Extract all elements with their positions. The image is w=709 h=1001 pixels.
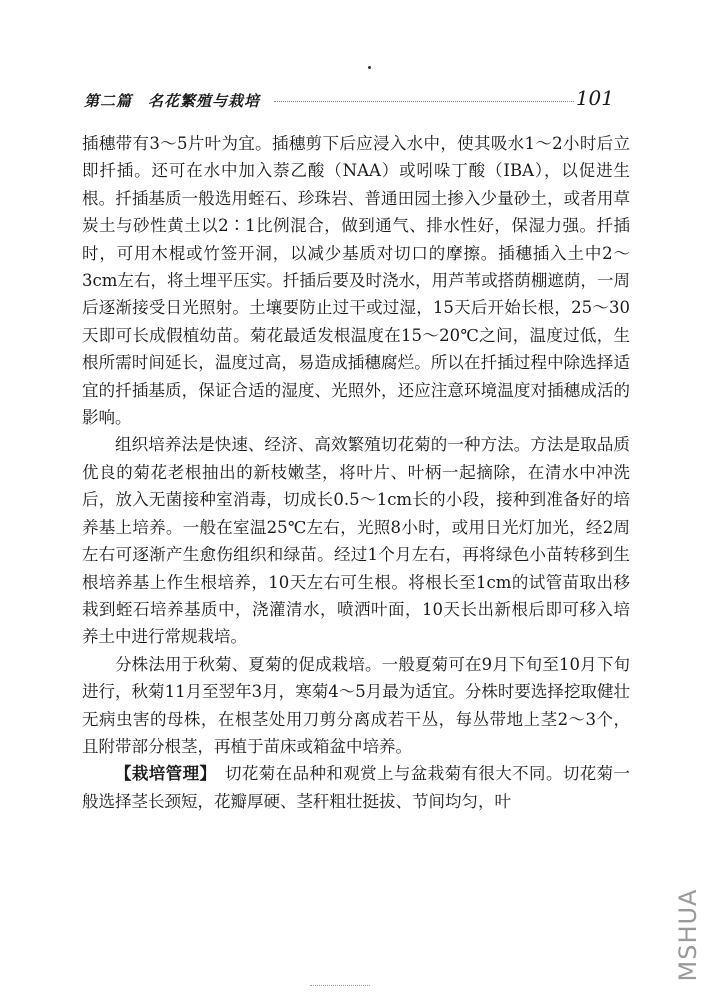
paragraph-cultivation (82, 760, 630, 815)
section-text: 切花菊在品种和观赏上与盆栽菊有很大不同。切花菊一般选择茎长颈短，花瓣厚硬、茎秆粗壮挺拔、节间均匀，叶 (82, 764, 631, 811)
speck-mark (368, 66, 371, 69)
bottom-rule (310, 985, 370, 986)
paragraph-tissue-culture: 组织培养法是快速、经济、高效繁殖切花菊的一种方法。方法是取品质优良的菊花老根抽出的新枝嫩茎，将叶片、叶柄一起摘除，在清水中冲洗后，放入无菌接种室消毒，切成长0.5～1cm长的小段，接种到准备好的培养基上培养。一般在室温25℃左右，光照8小时，或用日光灯加光，经2周左右可逐渐产生愈伤组织和绿苗。经过1个月左右，再将绿色小苗转移到生根培养基上作生根培养，10天左右可生根。将根长至1cm的试管苗取出移栽到蛭石培养基质中，浇灌清水，喷洒叶面，10天长出新根后即可移入培养土中进行常规栽培。 (82, 435, 630, 647)
paragraph-division: 分株法用于秋菊、夏菊的促成栽培。一般夏菊可在9月下旬至10月下旬进行，秋菊11月至翌年3月，寒菊4～5月最为适宜。分株时要选择挖取健壮无病虫害的母株，在根茎处用刀剪分离成若干丛，每丛带地上茎2～3个，且附带部分根茎，再植于苗床或箱盆中培养。 (82, 654, 630, 756)
body-text (82, 130, 630, 815)
watermark (675, 875, 701, 995)
page-number: 101 (575, 86, 614, 110)
running-header (84, 86, 614, 114)
section-heading: 【栽培管理】 (115, 764, 209, 784)
watermark-text: MSHUA (674, 888, 702, 982)
header-rule (274, 101, 574, 102)
chapter-title: 第二篇 名花繁殖与栽培 (84, 92, 261, 110)
paragraph-cuttings: 插穗带有3～5片叶为宜。插穗剪下后应浸入水中，使其吸水1～2小时后立即扦插。还可在水中加入萘乙酸（NAA）或吲哚丁酸（IBA），以促进生根。扦插基质一般选用蛭石、珍珠岩、普通田园土掺入少量砂土，或者用草炭土与砂性黄土以2∶1比例混合，做到通气、排水性好，保湿力强。扦插时，可用木棍或竹签开洞，以减少基质对切口的摩擦。插穗插入土中2～3cm左右，将土埋平压实。扦插后要及时浇水，用芦苇或搭荫棚遮荫，一周后逐渐接受日光照射。土壤要防止过干或过湿，15天后开始长根，25～30天即可长成假植幼苗。菊花最适发根温度在15～20℃之间，温度过低，生根所需时间延长，温度过高，易造成插穗腐烂。所以在扦插过程中除选择适宜的扦插基质，保证合适的湿度、光照外，还应注意环境温度对插穗成活的影响。 (82, 134, 630, 428)
